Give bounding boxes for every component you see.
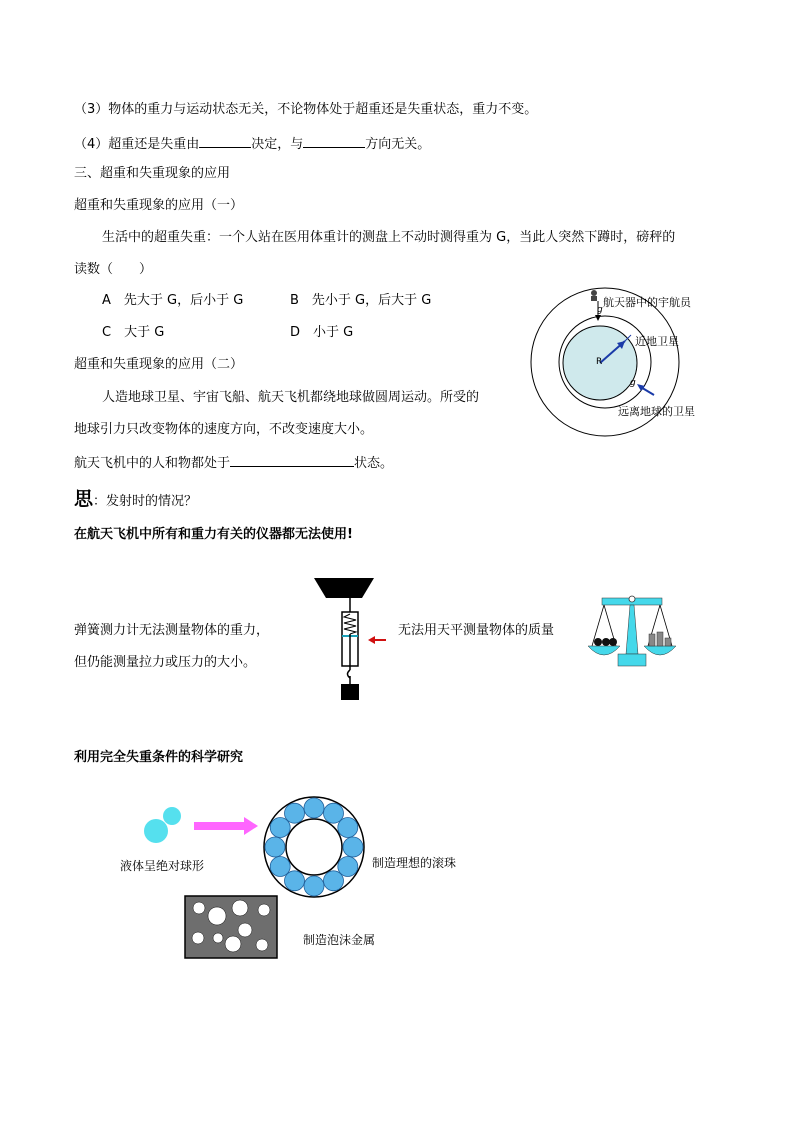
- near-satellite-label: 近地卫星: [635, 335, 679, 348]
- bearing-ball: [324, 871, 344, 891]
- astronaut-g-arrowhead: [595, 315, 601, 321]
- weight-block: [341, 684, 359, 700]
- application-1-title: 超重和失重现象的应用（一）: [74, 198, 244, 213]
- blank-2[interactable]: [303, 133, 365, 148]
- application-1-text-line2: 读数（ ）: [74, 262, 153, 277]
- option-a: A 先大于 G，后小于 G: [102, 293, 244, 308]
- item-4-line: [74, 133, 430, 154]
- foam-bubble: [213, 933, 223, 943]
- far-satellite-label: 远离地球的卫星: [618, 405, 695, 418]
- think-line: [74, 488, 197, 513]
- foam-bubble: [208, 907, 226, 925]
- foam-bubble: [193, 902, 205, 914]
- red-arrowhead: [368, 636, 375, 644]
- bearing-ball: [343, 837, 363, 857]
- right-weight-2: [657, 632, 663, 646]
- ceiling-mount: [314, 578, 374, 598]
- left-mass-3: [609, 638, 617, 646]
- astronaut-g-label: g: [597, 305, 603, 315]
- left-mass-2: [602, 638, 610, 646]
- option-b: B 先小于 G，后大于 G: [290, 293, 432, 308]
- bearing-label: 制造理想的滚珠: [372, 856, 457, 870]
- right-pan: [644, 646, 676, 655]
- bearing-ball: [285, 803, 305, 823]
- balance-top-knob: [629, 596, 635, 602]
- bearing-ball: [338, 818, 358, 838]
- earth-label: R: [596, 357, 603, 367]
- spring-scale-figure: [308, 576, 418, 706]
- foam-bubble: [225, 936, 241, 952]
- application-2-title: 超重和失重现象的应用（二）: [74, 357, 244, 372]
- item-3-text: （3）物体的重力与运动状态无关，不论物体处于超重还是失重状态，重力不变。: [74, 102, 538, 117]
- balance-stand: [626, 605, 638, 654]
- right-weight-3: [665, 638, 671, 646]
- blank-3[interactable]: [230, 452, 354, 467]
- bearing-ball: [304, 798, 324, 818]
- magenta-arrow: [192, 816, 262, 836]
- far-g-label: g: [630, 378, 636, 388]
- foam-bubble: [232, 900, 248, 916]
- liquid-drops-figure: [140, 806, 200, 846]
- item-4-part-a: （4）超重还是失重由: [74, 137, 200, 152]
- foam-bubble: [192, 932, 204, 944]
- left-pan: [588, 646, 620, 655]
- left-mass-1: [594, 638, 602, 646]
- spring-text-line1: 弹簧测力计无法测量物体的重力，: [74, 623, 270, 638]
- liquid-label: 液体呈绝对球形: [120, 859, 205, 873]
- astronaut-icon: [591, 290, 597, 301]
- instruments-heading: 在航天飞机中所有和重力有关的仪器都无法使用!: [74, 527, 353, 542]
- astronaut-label: 航天器中的宇航员: [603, 296, 691, 309]
- application-2-text-line1: 人造地球卫星、宇宙飞船、航天飞机都绕地球做圆周运动。所受的: [102, 390, 480, 405]
- foam-label: 制造泡沫金属: [303, 933, 376, 947]
- section-3-heading: 三、超重和失重现象的应用: [74, 166, 231, 181]
- blank-1[interactable]: [199, 133, 251, 148]
- foam-bubble: [256, 939, 268, 951]
- item-4-part-b: 决定，与: [251, 137, 304, 152]
- application-1-text-line1: 生活中的超重失重：一个人站在医用体重计的测盘上不动时测得重为 G，当此人突然下蹲时，磅秤的: [102, 230, 676, 245]
- application-2-line3-part-a: 航天飞机中的人和物都处于: [74, 456, 231, 471]
- application-2-line3-part-b: 状态。: [354, 456, 394, 471]
- ball-bearing-figure: [262, 795, 366, 899]
- bearing-ball: [265, 837, 285, 857]
- foam-bubble: [258, 904, 270, 916]
- bearing-ball: [304, 876, 324, 896]
- think-text: ：发射时的情况？: [93, 494, 198, 509]
- option-d: D 小于 G: [290, 325, 354, 340]
- balance-text: 无法用天平测量物体的质量: [398, 623, 555, 638]
- research-heading: 利用完全失重条件的科学研究: [74, 750, 244, 765]
- balance-base: [618, 654, 646, 666]
- right-weight-1: [649, 634, 655, 646]
- liquid-drop-large: [144, 819, 168, 843]
- bearing-ball: [270, 857, 290, 877]
- think-char: 思: [74, 488, 94, 510]
- item-4-part-c: 方向无关。: [365, 137, 431, 152]
- option-c: C 大于 G: [102, 325, 165, 340]
- liquid-drop-small: [163, 807, 181, 825]
- balance-figure: [586, 594, 686, 674]
- application-2-text-line2: 地球引力只改变物体的速度方向，不改变速度大小。: [74, 422, 374, 437]
- application-2-text-line3: [74, 452, 393, 473]
- spring-text-line2: 但仍能测量拉力或压力的大小。: [74, 655, 257, 670]
- bearing-inner-ring: [286, 819, 342, 875]
- foam-bubble: [238, 923, 252, 937]
- foam-metal-figure: [184, 895, 280, 961]
